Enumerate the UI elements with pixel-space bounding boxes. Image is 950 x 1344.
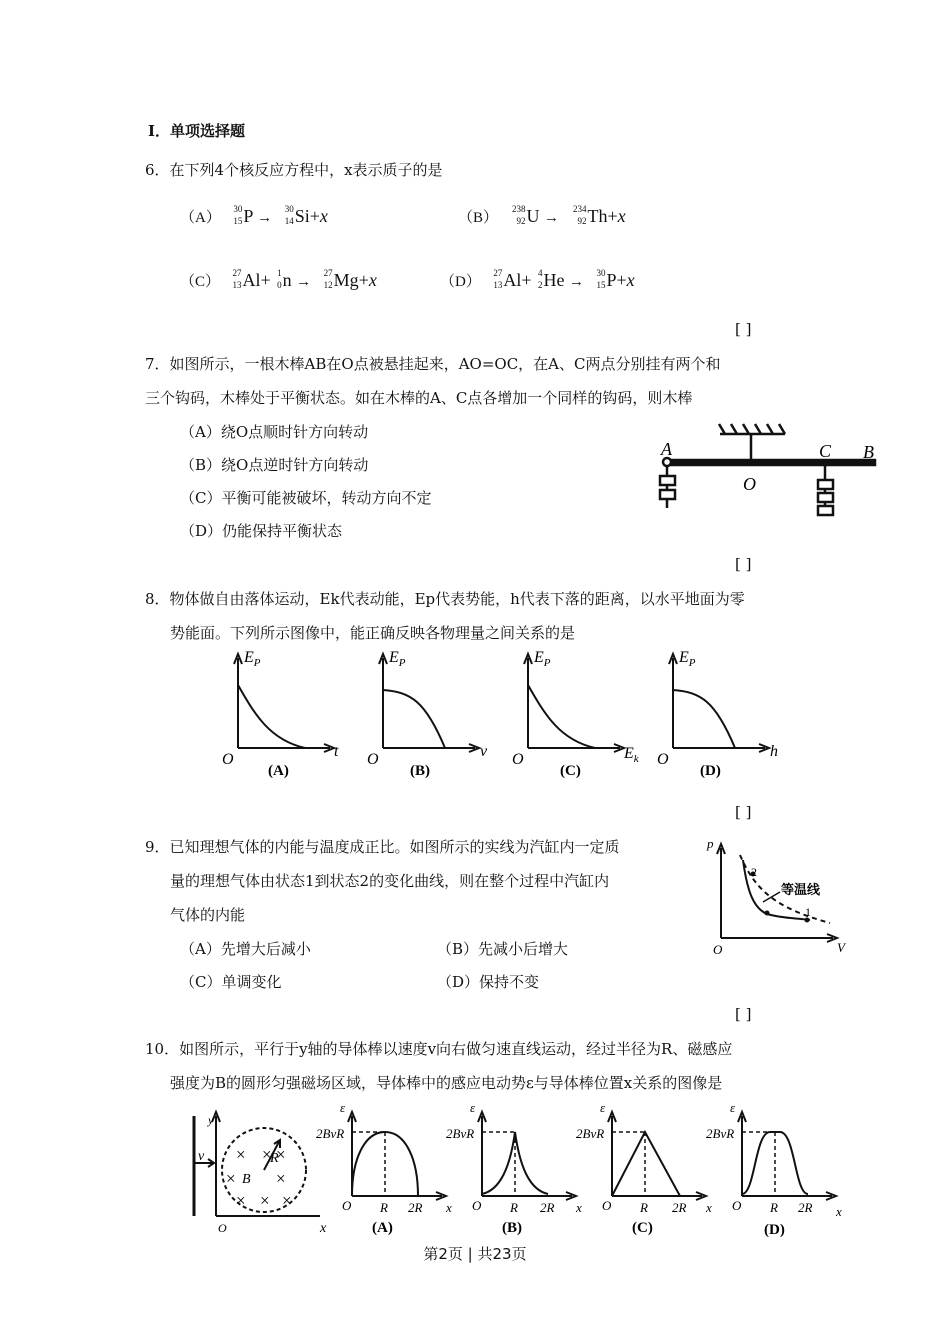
answer-bracket: [ ]	[735, 803, 752, 821]
origin: O	[512, 751, 524, 768]
axis-label: $E_P$	[534, 649, 551, 669]
nuclide: 30 15	[596, 268, 606, 290]
q9-option-c: （C）单调变化	[180, 973, 282, 991]
cross-mark: ×	[236, 1191, 246, 1210]
origin: O	[713, 942, 723, 957]
nuclide: 234 92	[573, 204, 587, 226]
q9-pv-graph	[705, 830, 855, 960]
option-label: （D）	[440, 274, 481, 290]
answer-bracket: [ ]	[735, 1005, 752, 1023]
label-o: O	[743, 474, 756, 494]
q6-option-c: （C） 27 13 Al+ 1 0 n → 27 12 Mg+x	[180, 268, 377, 290]
origin: O	[732, 1198, 742, 1213]
section-title: Ⅰ．单项选择题	[148, 122, 246, 140]
graph-label: (C)	[632, 1220, 653, 1236]
cross-mark: ×	[276, 1169, 286, 1188]
nuclide: 27 12	[323, 268, 333, 290]
velocity-label: v	[198, 1149, 205, 1164]
axis-label: x	[320, 1221, 327, 1236]
label-a: A	[661, 439, 672, 459]
eps-label: ε	[340, 1100, 346, 1115]
axis-label: x	[576, 1200, 582, 1215]
q7-option-d: （D）仍能保持平衡状态	[180, 522, 343, 540]
axis-label: t	[334, 743, 339, 760]
eps-label: ε	[730, 1100, 736, 1115]
q10-figures	[180, 1098, 860, 1243]
peak-label: 2BvR	[316, 1126, 345, 1141]
page-footer: 第2页 | 共23页	[423, 1245, 527, 1263]
q7-option-a: （A）绕O点顺时针方向转动	[180, 423, 369, 441]
q7-stem-1: 7．如图所示，一根木棒AB在O点被悬挂起来，AO=OC，在A、C两点分别挂有两个和	[145, 355, 721, 373]
q9-stem-2: 量的理想气体由状态1到状态2的变化曲线，则在整个过程中汽缸内	[170, 872, 610, 890]
cross-mark: ×	[226, 1169, 236, 1188]
cross-mark: ×	[260, 1191, 270, 1210]
cross-mark: ×	[262, 1145, 272, 1164]
tick-2r: 2R	[798, 1200, 813, 1215]
q9-option-a: （A）先增大后减小	[180, 940, 311, 958]
nuclide: 30 15	[233, 204, 243, 226]
axis-label: $E_k$	[624, 745, 639, 765]
origin: O	[602, 1198, 612, 1213]
tick-r: R	[770, 1200, 778, 1215]
tick-2r: 2R	[408, 1200, 423, 1215]
r-label: R	[270, 1151, 279, 1166]
q8-graphs	[210, 640, 810, 785]
tick-r: R	[640, 1200, 648, 1215]
option-label: （A）	[180, 210, 221, 226]
q9-stem-1: 9．已知理想气体的内能与温度成正比。如图所示的实线为汽缸内一定质	[145, 838, 620, 856]
q9-stem-3: 气体的内能	[170, 906, 246, 924]
graph-label: (D)	[700, 763, 721, 779]
isotherm-label: 等温线	[781, 882, 821, 897]
answer-bracket: [ ]	[735, 320, 752, 338]
nuclide: 238 92	[512, 204, 526, 226]
axis-label: x	[446, 1200, 452, 1215]
tick-2r: 2R	[672, 1200, 687, 1215]
label-b: B	[863, 442, 874, 462]
q6-stem: 6．在下列4个核反应方程中，x表示质子的是	[145, 161, 443, 179]
option-label: （C）	[180, 274, 221, 290]
graph-label: (A)	[372, 1220, 393, 1236]
graph-label: (B)	[410, 763, 430, 779]
nuclide: 1 0	[277, 268, 282, 290]
q10-stem-2: 强度为B的圆形匀强磁场区域，导体棒中的感应电动势ε与导体棒位置x关系的图像是	[170, 1074, 723, 1092]
axis-label: x	[706, 1200, 712, 1215]
state-label: 1	[805, 905, 811, 919]
cross-mark: ×	[276, 1145, 286, 1164]
origin: O	[367, 751, 379, 768]
tick-2r: 2R	[540, 1200, 555, 1215]
axis-label: y	[208, 1113, 214, 1127]
q7-lever-figure	[655, 420, 885, 530]
graph-label: (B)	[502, 1220, 522, 1236]
q6-option-b: （B） 238 92 U → 234 92 Th+x	[458, 204, 626, 226]
q7-stem-2: 三个钩码，木棒处于平衡状态。如在木棒的A、C点各增加一个同样的钩码，则木棒	[145, 389, 693, 407]
nuclide: 4 2	[538, 268, 543, 290]
q7-option-c: （C）平衡可能被破坏，转动方向不定	[180, 489, 432, 507]
answer-bracket: [ ]	[735, 555, 752, 573]
option-label: （B）	[458, 210, 499, 226]
tick-r: R	[510, 1200, 518, 1215]
cross-mark: ×	[236, 1145, 246, 1164]
cross-mark: ×	[282, 1191, 292, 1210]
axis-label: p	[707, 836, 714, 851]
graph-label: (C)	[560, 763, 581, 779]
q6-option-d: （D） 27 13 Al+ 4 2 He → 30 15 P+x	[440, 268, 635, 290]
origin: O	[657, 751, 669, 768]
q6-option-a: （A） 30 15 P → 30 14 Si+x	[180, 204, 328, 226]
origin: O	[218, 1221, 227, 1235]
q7-option-b: （B）绕O点逆时针方向转动	[180, 456, 369, 474]
axis-label: x	[836, 1204, 842, 1219]
axis-label: $E_P$	[679, 649, 696, 669]
origin: O	[222, 751, 234, 768]
q8-stem-1: 8．物体做自由落体运动，Ek代表动能，Ep代表势能，h代表下落的距离，以水平地面为零	[145, 590, 745, 608]
q9-option-b: （B）先减小后增大	[437, 940, 569, 958]
label-c: C	[819, 441, 832, 461]
axis-label: $E_P$	[244, 649, 261, 669]
axis-label: v	[480, 743, 488, 760]
origin: O	[472, 1198, 482, 1213]
q9-option-d: （D）保持不变	[437, 973, 540, 991]
nuclide: 27 13	[232, 268, 242, 290]
tick-r: R	[380, 1200, 388, 1215]
axis-label: $E_P$	[389, 649, 406, 669]
graph-label: (D)	[764, 1222, 785, 1238]
eps-label: ε	[600, 1100, 606, 1115]
origin: O	[342, 1198, 352, 1213]
q10-stem-1: 10．如图所示，平行于y轴的导体棒以速度v向右做匀速直线运动，经过半径为R、磁感应	[145, 1040, 733, 1058]
axis-label: V	[837, 940, 845, 955]
eps-label: ε	[470, 1100, 476, 1115]
state-label: 2	[751, 865, 757, 879]
b-label: B	[242, 1172, 251, 1187]
axis-label: h	[770, 743, 778, 760]
graph-label: (A)	[268, 763, 289, 779]
q8-stem-2: 势能面。下列所示图像中，能正确反映各物理量之间关系的是	[170, 624, 576, 642]
nuclide: 30 14	[284, 204, 294, 226]
peak-label: 2BvR	[446, 1126, 475, 1141]
peak-label: 2BvR	[576, 1126, 605, 1141]
peak-label: 2BvR	[706, 1126, 735, 1141]
nuclide: 27 13	[493, 268, 503, 290]
